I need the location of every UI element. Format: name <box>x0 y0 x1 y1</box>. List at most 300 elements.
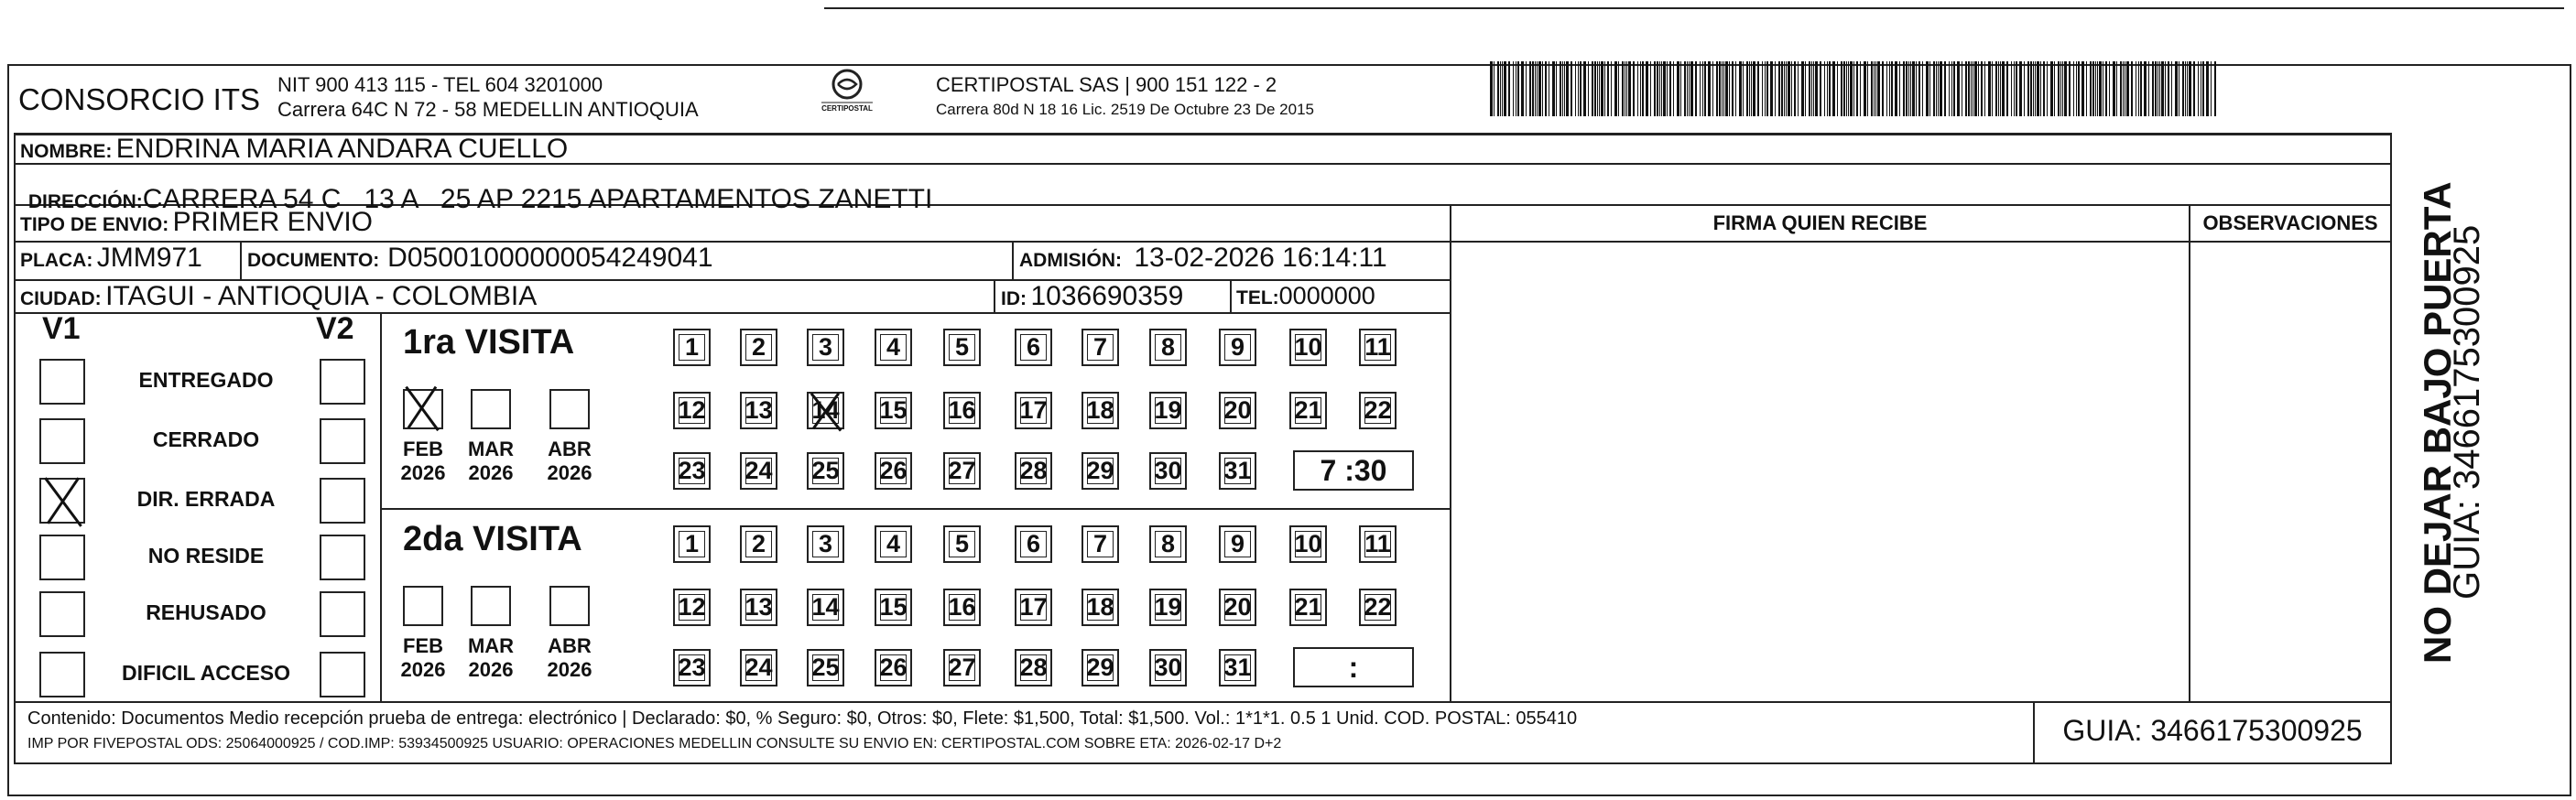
ciudad-row <box>20 281 537 312</box>
time-box[interactable] <box>1293 450 1414 491</box>
col-line <box>2189 204 2190 703</box>
barcode-bar <box>2000 61 2001 116</box>
barcode-bar <box>2211 61 2212 116</box>
day-box[interactable] <box>875 649 912 686</box>
v1-checkbox[interactable] <box>39 535 85 580</box>
barcode-bar <box>2040 61 2041 116</box>
placa-row <box>20 243 202 274</box>
barcode-bar <box>1529 61 1531 116</box>
barcode-bar <box>1637 61 1638 116</box>
barcode-bar <box>1743 61 1744 116</box>
day-number: 14 <box>811 593 840 621</box>
admision-label: ADMISIÓN: <box>1019 250 1122 271</box>
day-number: 12 <box>678 593 706 621</box>
barcode-bar <box>1732 61 1734 116</box>
nombre-label: NOMBRE: <box>20 141 113 162</box>
day-box[interactable] <box>1359 589 1397 626</box>
barcode-bar <box>1680 61 1681 116</box>
barcode-bar <box>2168 61 2169 116</box>
barcode-bar <box>2187 61 2188 116</box>
day-box[interactable] <box>807 525 844 563</box>
day-box[interactable] <box>740 589 777 626</box>
day-box[interactable] <box>1219 525 1256 563</box>
day-number: 10 <box>1294 333 1322 361</box>
barcode-bar <box>1770 61 1773 116</box>
barcode-bar <box>1513 61 1514 116</box>
month-checkbox[interactable] <box>471 389 511 429</box>
day-number: 8 <box>1160 333 1176 361</box>
barcode-bar <box>1895 61 1897 116</box>
barcode-bar <box>1575 61 1576 116</box>
barcode-bar <box>1592 61 1593 116</box>
placa-label: PLACA: <box>20 250 93 271</box>
barcode-bar <box>2165 61 2166 116</box>
visit-title: 1ra VISITA <box>403 323 575 362</box>
barcode <box>1490 61 2216 116</box>
barcode-bar <box>2024 61 2025 116</box>
barcode-bar <box>1815 61 1818 116</box>
barcode-bar <box>2198 61 2199 116</box>
day-box[interactable] <box>1081 589 1119 626</box>
tel-value: 0000000 <box>1278 282 1375 309</box>
placa-value: JMM971 <box>96 243 202 273</box>
barcode-bar <box>1801 61 1804 116</box>
barcode-bar <box>1749 61 1750 116</box>
day-number: 25 <box>811 654 840 681</box>
barcode-bar <box>1912 61 1915 116</box>
barcode-bar <box>1521 61 1524 116</box>
day-number: 6 <box>1026 333 1041 361</box>
barcode-bar <box>1978 61 1979 116</box>
day-box[interactable] <box>875 329 912 366</box>
day-number: 14 <box>811 396 840 424</box>
day-number: 3 <box>818 333 833 361</box>
month-label: MAR 2026 <box>467 634 515 681</box>
day-number: 8 <box>1160 530 1176 557</box>
barcode-bar <box>2090 61 2092 116</box>
barcode-bar <box>1981 61 1983 116</box>
barcode-bar <box>1940 61 1942 116</box>
day-box[interactable] <box>740 525 777 563</box>
barcode-bar <box>1805 61 1806 116</box>
day-box[interactable] <box>1015 452 1052 490</box>
day-box[interactable] <box>1359 525 1397 563</box>
barcode-bar <box>2054 61 2055 116</box>
barcode-bar <box>1594 61 1596 116</box>
day-box[interactable] <box>1359 392 1397 429</box>
day-number: 7 <box>1092 333 1108 361</box>
barcode-bar <box>2062 61 2063 116</box>
barcode-bar <box>1712 61 1713 116</box>
barcode-bar <box>1687 61 1688 116</box>
barcode-bar <box>1669 61 1671 116</box>
day-box[interactable] <box>740 649 777 686</box>
col-line <box>14 133 16 764</box>
barcode-bar <box>1661 61 1662 116</box>
day-box[interactable] <box>875 589 912 626</box>
barcode-bar <box>1984 61 1985 116</box>
barcode-bar <box>1722 61 1723 116</box>
day-number: 15 <box>879 593 908 621</box>
col-line <box>1012 241 1014 279</box>
month-checkbox[interactable] <box>549 586 590 626</box>
day-number: 29 <box>1086 457 1114 484</box>
day-box[interactable] <box>1219 649 1256 686</box>
barcode-bar <box>1611 61 1612 116</box>
barcode-bar <box>1657 61 1658 116</box>
barcode-bar <box>1988 61 1991 116</box>
day-box[interactable] <box>1149 452 1187 490</box>
month-checkbox[interactable] <box>403 586 443 626</box>
direccion-value: CARRERA 54 C 13 A 25 AP 2215 APARTAMENTOS ZANETTI <box>142 184 933 214</box>
day-box[interactable] <box>740 452 777 490</box>
barcode-bar <box>1725 61 1728 116</box>
day-box[interactable] <box>740 392 777 429</box>
barcode-bar <box>1856 61 1858 116</box>
barcode-bar <box>1700 61 1701 116</box>
barcode-bar <box>2138 61 2139 116</box>
barcode-bar <box>1601 61 1603 116</box>
documento-label: DOCUMENTO: <box>247 250 380 271</box>
side-guia: GUIA: 3466175300925 <box>2447 224 2487 600</box>
barcode-bar <box>1695 61 1697 116</box>
time-box[interactable] <box>1293 647 1414 687</box>
day-box[interactable] <box>1289 589 1327 626</box>
day-box[interactable] <box>1081 525 1119 563</box>
day-number: 22 <box>1364 593 1392 621</box>
day-number: 9 <box>1230 333 1245 361</box>
barcode-bar <box>1580 61 1581 116</box>
barcode-bar <box>2016 61 2017 116</box>
barcode-bar <box>2126 61 2129 116</box>
day-box[interactable] <box>807 649 844 686</box>
barcode-bar <box>1739 61 1742 116</box>
barcode-bar <box>2140 61 2142 116</box>
day-box[interactable] <box>1219 329 1256 366</box>
barcode-bar <box>2050 61 2053 116</box>
day-box[interactable] <box>1289 329 1327 366</box>
barcode-bar <box>1556 61 1557 116</box>
barcode-bar <box>1860 61 1861 116</box>
v1-checkbox[interactable] <box>39 418 85 464</box>
company-address: Carrera 64C N 72 - 58 MEDELLIN ANTIOQUIA <box>277 98 699 121</box>
barcode-bar <box>1597 61 1598 116</box>
barcode-bar <box>1494 61 1495 116</box>
day-box[interactable] <box>673 649 711 686</box>
day-box[interactable] <box>1289 392 1327 429</box>
day-box[interactable] <box>875 525 912 563</box>
day-box[interactable] <box>673 525 711 563</box>
day-box[interactable] <box>1359 329 1397 366</box>
nombre-row <box>20 134 568 165</box>
day-box[interactable] <box>943 392 981 429</box>
day-box[interactable] <box>943 589 981 626</box>
barcode-bar <box>2006 61 2008 116</box>
barcode-bar <box>1998 61 1999 116</box>
certipostal-nit: CERTIPOSTAL SAS | 900 151 122 - 2 <box>936 73 1277 96</box>
barcode-bar <box>2120 61 2122 116</box>
barcode-bar <box>2214 61 2216 116</box>
footer-contenido: Contenido: Documentos Medio recepción prueba de entrega: electrónico | Declarado: $0, % Seguro: $0, Otros: $0, Flete: $1,500, Total: $1,500. Vol.: 1*1*1. 0.5 1 Unid. COD. POSTAL: 055410 <box>27 708 1578 729</box>
barcode-bar <box>1891 61 1893 116</box>
day-number: 22 <box>1364 396 1392 424</box>
barcode-bar <box>1702 61 1703 116</box>
barcode-bar <box>1564 61 1565 116</box>
v2-checkbox[interactable] <box>320 652 365 697</box>
day-number: 3 <box>818 530 833 557</box>
barcode-bar <box>1791 61 1792 116</box>
day-box[interactable] <box>1149 392 1187 429</box>
barcode-bar <box>2064 61 2067 116</box>
barcode-bar <box>1827 61 1828 116</box>
day-number: 26 <box>879 457 908 484</box>
barcode-bar <box>2109 61 2110 116</box>
barcode-bar <box>2159 61 2160 116</box>
day-number: 13 <box>745 593 773 621</box>
barcode-bar <box>2069 61 2071 116</box>
barcode-bar <box>1781 61 1783 116</box>
month-label: MAR 2026 <box>467 438 515 484</box>
day-number: 31 <box>1223 654 1252 681</box>
barcode-bar <box>1552 61 1555 116</box>
day-box[interactable] <box>943 452 981 490</box>
day-box[interactable] <box>1149 649 1187 686</box>
barcode-bar <box>1953 61 1955 116</box>
day-number: 17 <box>1019 593 1048 621</box>
barcode-bar <box>1829 61 1831 116</box>
day-box[interactable] <box>1081 649 1119 686</box>
day-box[interactable] <box>807 589 844 626</box>
day-number: 25 <box>811 457 840 484</box>
barcode-bar <box>1735 61 1736 116</box>
month-checkbox[interactable] <box>471 586 511 626</box>
barcode-bar <box>1824 61 1825 116</box>
documento-row <box>247 243 713 274</box>
day-box[interactable] <box>1081 392 1119 429</box>
day-number: 17 <box>1019 396 1048 424</box>
day-number: 10 <box>1294 530 1322 557</box>
day-number: 5 <box>954 530 970 557</box>
col-line <box>380 312 382 701</box>
day-number: 29 <box>1086 654 1114 681</box>
day-box[interactable] <box>943 649 981 686</box>
day-number: 7 <box>1092 530 1108 557</box>
barcode-bar <box>1719 61 1721 116</box>
barcode-bar <box>1667 61 1668 116</box>
day-box[interactable] <box>1289 525 1327 563</box>
barcode-bar <box>2060 61 2061 116</box>
barcode-bar <box>1968 61 1970 116</box>
barcode-bar <box>1490 61 1493 116</box>
day-number: 21 <box>1294 396 1322 424</box>
barcode-bar <box>1922 61 1923 116</box>
day-number: 4 <box>886 530 901 557</box>
barcode-bar <box>2113 61 2115 116</box>
barcode-bar <box>1766 61 1768 116</box>
barcode-bar <box>1784 61 1785 116</box>
day-box[interactable] <box>807 392 844 429</box>
barcode-bar <box>2073 61 2074 116</box>
barcode-bar <box>2193 61 2195 116</box>
barcode-bar <box>2035 61 2036 116</box>
barcode-bar <box>1974 61 1977 116</box>
day-number: 19 <box>1154 396 1182 424</box>
barcode-bar <box>1607 61 1609 116</box>
nombre-value: ENDRINA MARIA ANDARA CUELLO <box>115 134 569 164</box>
day-box[interactable] <box>807 329 844 366</box>
month-label: FEB 2026 <box>400 438 446 484</box>
col-line <box>1450 204 1451 703</box>
day-number: 5 <box>954 333 970 361</box>
day-box[interactable] <box>875 392 912 429</box>
day-box[interactable] <box>1219 392 1256 429</box>
day-box[interactable] <box>1219 452 1256 490</box>
barcode-bar <box>1583 61 1586 116</box>
barcode-bar <box>2081 61 2084 116</box>
barcode-bar <box>1537 61 1538 116</box>
row-line <box>14 762 2390 764</box>
barcode-bar <box>1798 61 1799 116</box>
month-checkbox[interactable] <box>403 389 443 429</box>
visit-title: 2da VISITA <box>403 520 582 558</box>
day-number: 28 <box>1019 457 1048 484</box>
barcode-bar <box>2116 61 2117 116</box>
barcode-bar <box>2014 61 2015 116</box>
day-number: 15 <box>879 396 908 424</box>
day-box[interactable] <box>740 329 777 366</box>
barcode-bar <box>1677 61 1679 116</box>
month-checkbox[interactable] <box>549 389 590 429</box>
barcode-bar <box>1889 61 1890 116</box>
barcode-bar <box>1746 61 1748 116</box>
v1-checkbox[interactable] <box>39 591 85 637</box>
barcode-bar <box>1951 61 1952 116</box>
barcode-bar <box>1599 61 1600 116</box>
ciudad-label: CIUDAD: <box>20 288 102 309</box>
barcode-bar <box>1535 61 1536 116</box>
barcode-bar <box>1820 61 1821 116</box>
id-value: 1036690359 <box>1030 281 1184 311</box>
day-box[interactable] <box>1149 589 1187 626</box>
barcode-bar <box>1500 61 1501 116</box>
barcode-bar <box>1809 61 1810 116</box>
day-number: 11 <box>1364 333 1391 361</box>
barcode-bar <box>2202 61 2204 116</box>
barcode-bar <box>1642 61 1644 116</box>
day-box[interactable] <box>875 452 912 490</box>
tipo-row <box>20 207 373 238</box>
barcode-bar <box>1775 61 1776 116</box>
day-box[interactable] <box>807 452 844 490</box>
day-box[interactable] <box>1149 525 1187 563</box>
day-box[interactable] <box>1015 525 1052 563</box>
id-label: ID: <box>1001 288 1027 309</box>
day-number: 4 <box>886 333 901 361</box>
barcode-bar <box>1497 61 1499 116</box>
barcode-bar <box>2092 61 2094 116</box>
v2-checkbox[interactable] <box>320 478 365 524</box>
footer-imp: IMP POR FIVEPOSTAL ODS: 25064000925 / COD.IMP: 53934500925 USUARIO: OPERACIONES MEDELLIN CONSULTE SU ENVIO EN: CERTIPOSTAL.COM SOBRE ETA: 2026-02-17 D+2 <box>27 736 1282 751</box>
barcode-bar <box>1910 61 1911 116</box>
barcode-bar <box>1566 61 1569 116</box>
day-box[interactable] <box>1015 649 1052 686</box>
day-number: 27 <box>948 457 976 484</box>
v1-checkbox[interactable] <box>39 652 85 697</box>
day-box[interactable] <box>1015 329 1052 366</box>
barcode-bar <box>1971 61 1972 116</box>
barcode-bar <box>2047 61 2048 116</box>
admision-row <box>1019 243 1387 274</box>
day-box[interactable] <box>1219 589 1256 626</box>
day-box[interactable] <box>673 329 711 366</box>
day-box[interactable] <box>943 525 981 563</box>
barcode-bar <box>2161 61 2164 116</box>
barcode-bar <box>2175 61 2178 116</box>
day-number: 20 <box>1223 396 1252 424</box>
barcode-bar <box>1526 61 1527 116</box>
status-label: ENTREGADO <box>138 368 274 392</box>
v1-checkbox[interactable] <box>39 359 85 405</box>
barcode-bar <box>1936 61 1937 116</box>
barcode-bar <box>1832 61 1835 116</box>
day-number: 24 <box>745 457 773 484</box>
barcode-bar <box>1578 61 1579 116</box>
day-box[interactable] <box>1081 329 1119 366</box>
time-value: 7 :30 <box>1320 453 1387 487</box>
barcode-bar <box>1532 61 1534 116</box>
day-number: 24 <box>745 654 773 681</box>
day-box[interactable] <box>1015 392 1052 429</box>
day-box[interactable] <box>943 329 981 366</box>
barcode-bar <box>1846 61 1847 116</box>
barcode-bar <box>1729 61 1730 116</box>
day-number: 9 <box>1230 530 1245 557</box>
v2-checkbox[interactable] <box>320 418 365 464</box>
day-box[interactable] <box>1081 452 1119 490</box>
time-value: : <box>1348 650 1359 684</box>
v2-checkbox[interactable] <box>320 535 365 580</box>
day-number: 1 <box>684 530 700 557</box>
day-box[interactable] <box>1149 329 1187 366</box>
day-box[interactable] <box>673 392 711 429</box>
day-box[interactable] <box>673 589 711 626</box>
row-line <box>380 508 1451 510</box>
v1-checkbox[interactable] <box>39 478 85 524</box>
barcode-bar <box>1992 61 1993 116</box>
barcode-bar <box>1794 61 1796 116</box>
day-number: 12 <box>678 396 706 424</box>
observaciones-label: OBSERVACIONES <box>2202 211 2378 234</box>
barcode-bar <box>2144 61 2147 116</box>
barcode-bar <box>1646 61 1648 116</box>
col-line <box>2390 133 2392 764</box>
month-label: ABR 2026 <box>547 634 592 681</box>
day-box[interactable] <box>673 452 711 490</box>
barcode-bar <box>2189 61 2191 116</box>
v2-checkbox[interactable] <box>320 359 365 405</box>
barcode-bar <box>1995 61 1997 116</box>
barcode-bar <box>1949 61 1950 116</box>
day-number: 16 <box>948 396 976 424</box>
v2-checkbox[interactable] <box>320 591 365 637</box>
barcode-bar <box>2182 61 2184 116</box>
barcode-bar <box>2033 61 2034 116</box>
certipostal-license: Carrera 80d N 18 16 Lic. 2519 De Octubre 23 De 2015 <box>936 101 1314 118</box>
barcode-bar <box>2027 61 2029 116</box>
day-box[interactable] <box>1015 589 1052 626</box>
admision-value: 13-02-2026 16:14:11 <box>1134 243 1387 273</box>
barcode-bar <box>1916 61 1917 116</box>
